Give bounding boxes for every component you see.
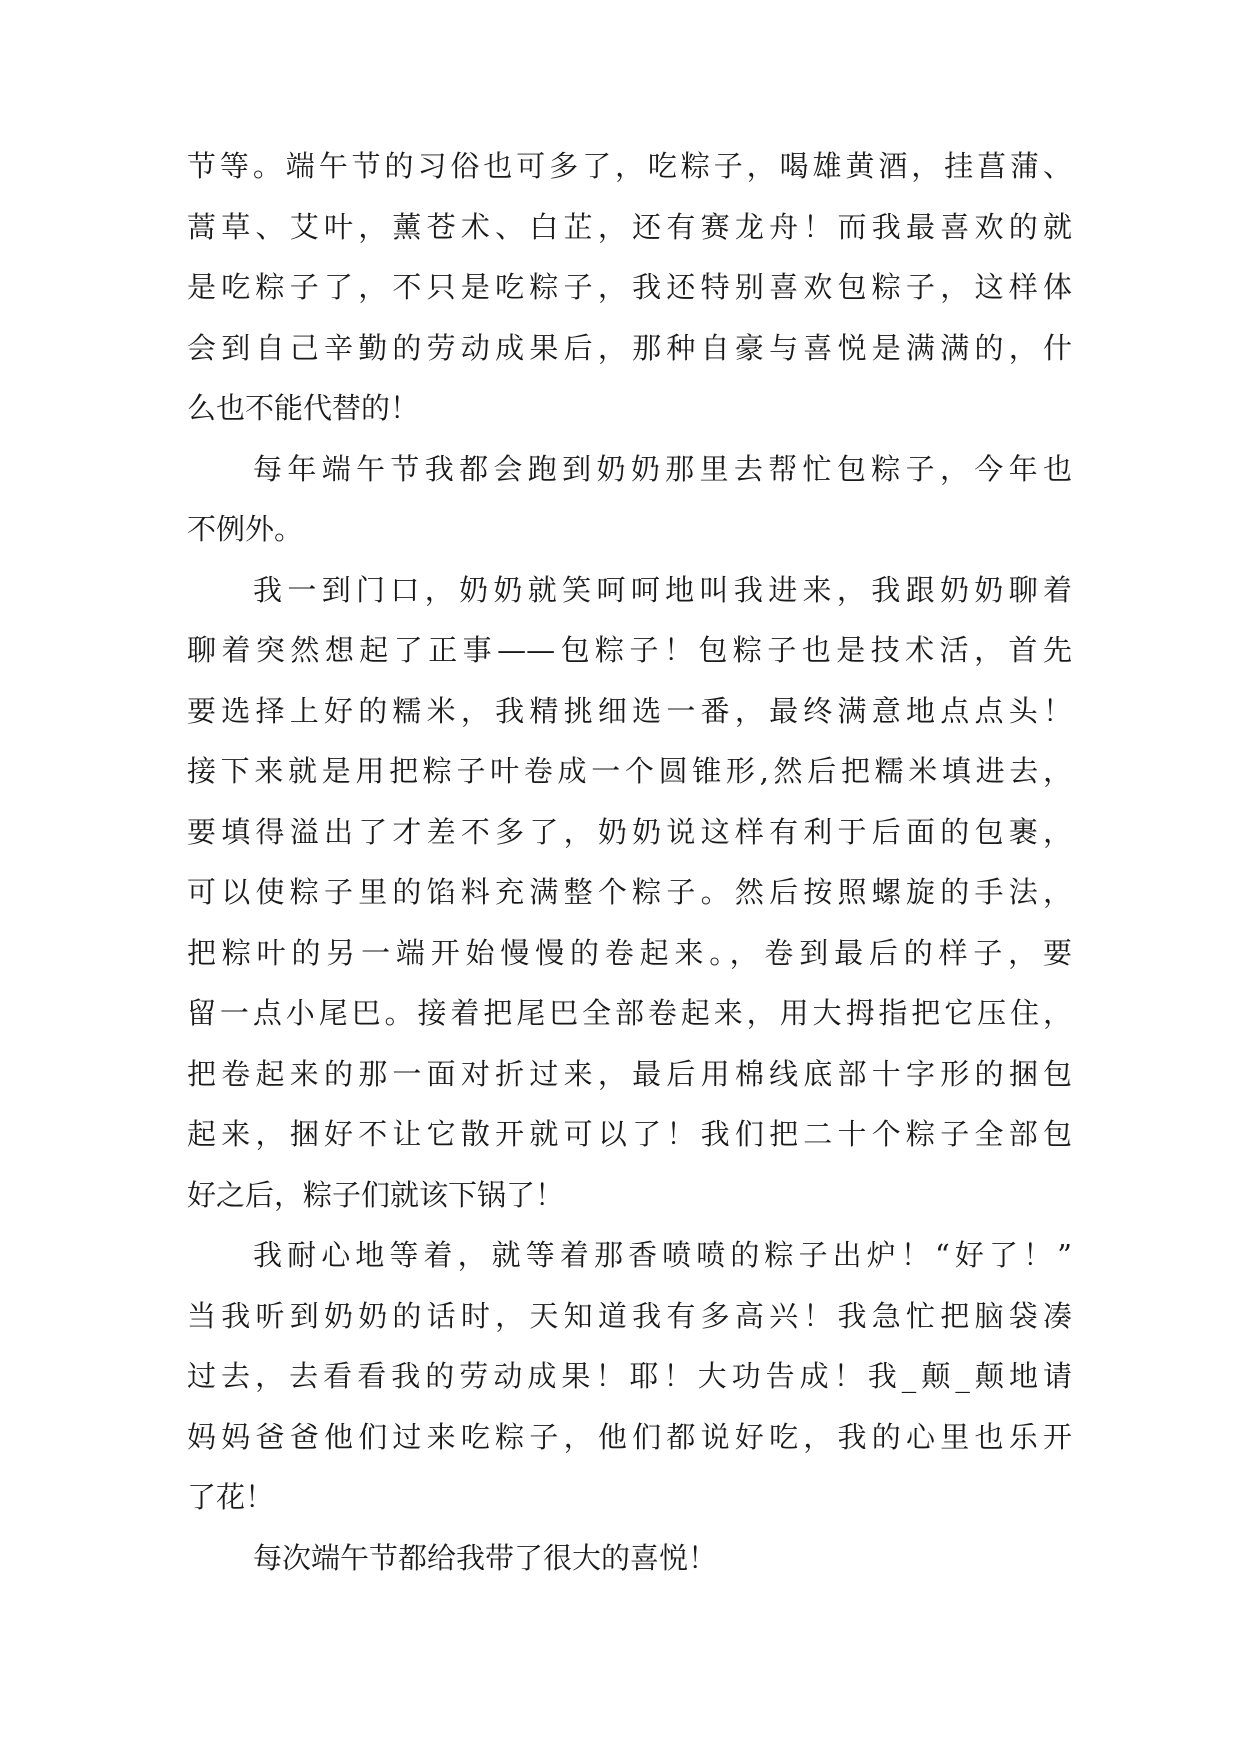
text-line: 要选择上好的糯米，我精挑细选一番，最终满意地点点头！: [187, 693, 1072, 728]
paragraph-first-line: 我一到门口，奶奶就笑呵呵地叫我进来，我跟奶奶聊着: [253, 572, 1072, 607]
text-line: 了花！: [187, 1480, 275, 1514]
text-line: 么也不能代替的！: [187, 391, 420, 425]
text-line: 节等。端午节的习俗也可多了，吃粽子，喝雄黄酒，挂菖蒲、: [187, 149, 1072, 183]
text-line: 把粽叶的另一端开始慢慢的卷起来。，卷到最后的样子，要: [187, 935, 1072, 970]
text-line: 蒿草、艾叶，薰苍术、白芷，还有赛龙舟！而我最喜欢的就: [187, 209, 1072, 244]
text-line: 当我听到奶奶的话时，天知道我有多高兴！我急忙把脑袋凑: [187, 1298, 1072, 1333]
text-line: 过去，去看看我的劳动成果！耶！大功告成！我_颠_颠地请: [187, 1359, 1072, 1393]
text-line: 把卷起来的那一面对折过来，最后用棉线底部十字形的捆包: [187, 1056, 1072, 1091]
text-line: 要填得溢出了才差不多了，奶奶说这样有利于后面的包裹，: [187, 814, 1072, 849]
text-line: 聊着突然想起了正事——包粽子！包粽子也是技术活，首先: [187, 633, 1072, 667]
paragraph-first-line: 我耐心地等着，就等着那香喷喷的粽子出炉！“好了！”: [253, 1238, 1072, 1272]
essay-body: [187, 136, 1072, 1588]
text-line: 好之后，粽子们就该下锅了！: [187, 1177, 565, 1212]
text-line: 起来，捆好不让它散开就可以了！我们把二十个粽子全部包: [187, 1117, 1072, 1151]
text-line: 妈妈爸爸他们过来吃粽子，他们都说好吃，我的心里也乐开: [187, 1419, 1072, 1454]
text-line: 可以使粽子里的馅料充满整个粽子。然后按照螺旋的手法，: [187, 875, 1072, 909]
text-line: 留一点小尾巴。接着把尾巴全部卷起来，用大拇指把它压住，: [187, 996, 1072, 1030]
text-line: 接下来就是用把粽子叶卷成一个圆锥形,然后把糯米填进去，: [187, 754, 1072, 788]
paragraph-first-line: 每年端午节我都会跑到奶奶那里去帮忙包粽子，今年也: [253, 451, 1072, 486]
paragraph-first-line: 每次端午节都给我带了很大的喜悦！: [253, 1540, 718, 1575]
text-line: 不例外。: [187, 512, 304, 546]
text-line: 是吃粽子了，不只是吃粽子，我还特别喜欢包粽子，这样体: [187, 270, 1072, 304]
text-line: 会到自己辛勤的劳动成果后，那种自豪与喜悦是满满的，什: [187, 330, 1072, 365]
